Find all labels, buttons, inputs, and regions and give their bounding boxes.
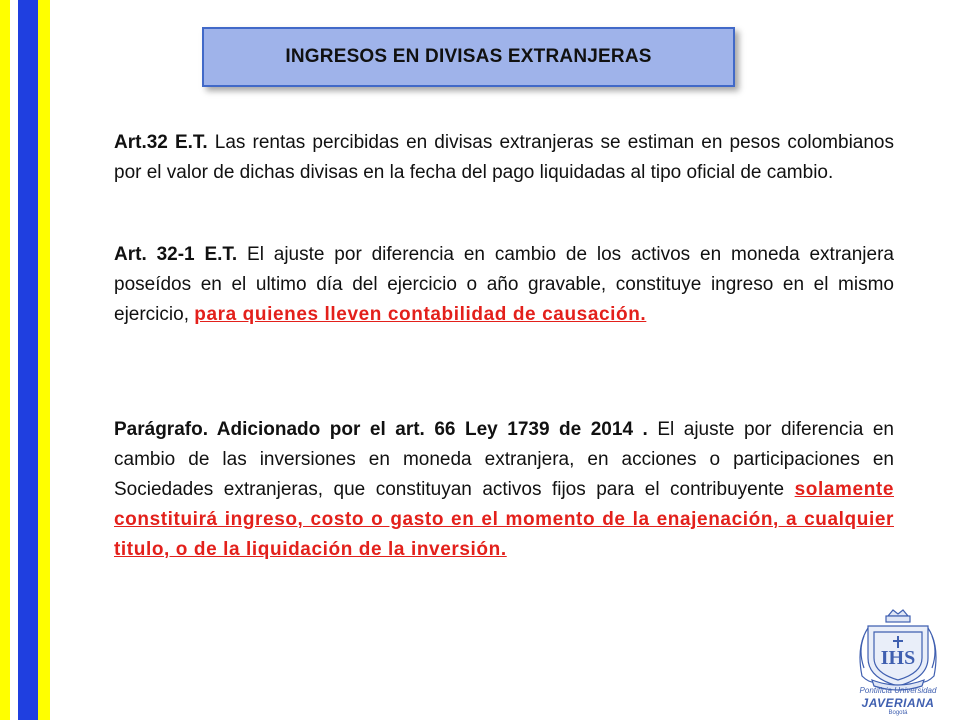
paragraph-highlight: para quienes lleven contabilidad de causación. (194, 304, 647, 325)
slide-title-box (202, 27, 735, 87)
logo-line-1: Pontificia Universidad (859, 686, 937, 695)
paragraph-text: El ajuste por diferencia en cambio de los activos en moneda extranjera poseídos en el ultimo día del ejercicio o año gravable, constituye ingreso en el mismo ejercicio, (114, 244, 894, 325)
paragraph-lead: Parágrafo. Adicionado por el art. 66 Ley 1739 de 2014 . (114, 419, 648, 440)
left-yellow-stripe (0, 0, 10, 720)
paragraph-art-32 (114, 128, 894, 188)
paragraph-lead: Art. 32-1 E.T. (114, 244, 238, 265)
left-blue-stripe (18, 0, 38, 720)
slide-title: INGRESOS EN DIVISAS EXTRANJERAS (285, 46, 652, 67)
paragraph-paragrafo (114, 415, 894, 565)
logo-line-3: Bogotá (888, 710, 908, 716)
paragraph-lead: Art.32 E.T. (114, 132, 208, 153)
paragraph-text: El ajuste por diferencia en cambio de las inversiones en moneda extranjera, en acciones o participaciones en Sociedades extranjeras, que constituyan activos fijos para el contribuyente (114, 419, 894, 500)
logo-monogram: IHS (880, 647, 916, 669)
paragraph-highlight: solamente constituirá ingreso, costo o gasto en el momento de la enajenación, a cualquier titulo, o de la liquidación de la inversión. (114, 479, 894, 560)
paragraph-text: Las rentas percibidas en divisas extranjeras se estiman en pesos colombianos por el valor de dichas divisas en la fecha del pago liquidadas al tipo oficial de cambio. (114, 132, 894, 183)
logo-line-2: JAVERIANA (861, 696, 935, 710)
paragraph-art-32-1 (114, 240, 894, 330)
left-inner-yellow-stripe (38, 0, 50, 720)
left-white-gap (10, 0, 18, 720)
